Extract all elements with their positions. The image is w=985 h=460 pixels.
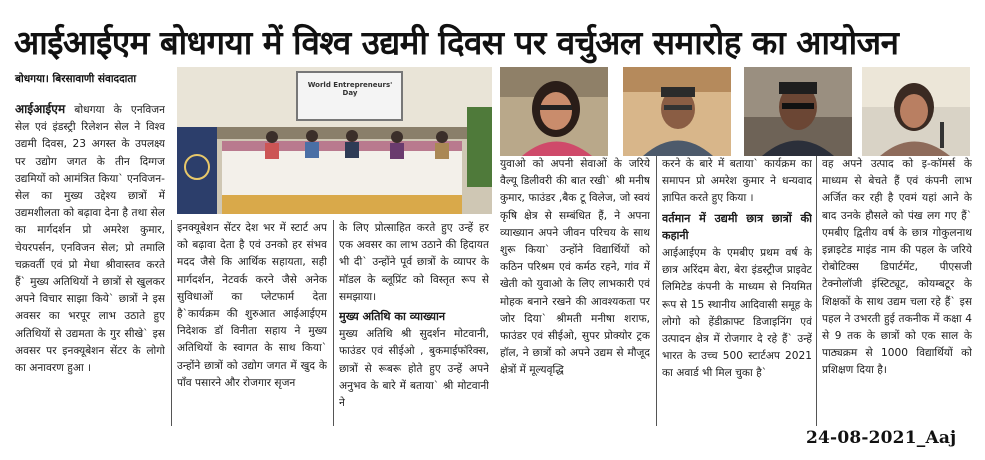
speaker-photo-4 — [862, 67, 970, 156]
column-5-text-2: आईआईएम के एमबीए प्रथम वर्ष के छात्र अरिंदम बेरा, बेरा इंडस्ट्रीज प्राइवेट लिमिटेड कंपनी के माध्यम से नियमित रूप से 15 स्थानीय आदिवासी समूह के लोगो को हेंडीक्राफ्ट डिजाइनिंग एवं उत्पादन क्षेत्र में रोजगार दे रहे हैं` उन्हें भारत के उच्च 500 स्टार्टअप 2021 का अवार्ड भी मिल चुका है` — [662, 247, 812, 380]
speaker-photo-2 — [623, 67, 731, 156]
column-divider — [656, 156, 657, 426]
headline: आईआईएम बोधगया में विश्व उद्यमी दिवस पर वर्चुअल समारोह का आयोजन — [14, 23, 899, 62]
lead-word: आईआईएम — [15, 102, 66, 116]
byline: बोधगया। बिरसावाणी संवाददाता — [15, 73, 137, 85]
column-1-text: बोधगया के एनविजन सेल एवं इंडस्ट्री रिलेशन सेल ने विश्व उद्यमी दिवस, 23 अगस्त के उपलक्ष्य पर उद्योग जगत के तीन दिग्गज उद्यमियों को आमंत्रित किया` एनविजन-सेल का मुख्य उद्देश्य छात्रों में उद्यमशीलता को बढ़ावा देना है तथा सेल का मार्गदर्शन प्रो अमरेश कुमार, चेयरपर्सन, एनविजन सेल; प्रो तमालि चक्रवर्ती एवं प्रो मेधा श्रीवास्तव करते हैं` मुख्य अतिथियों ने छात्रों से खुलकर अपने विचार साझा किये` छात्रों ने इस अवसर का भरपूर लाभ उठाते हुए अतिथियों से उद्यमता के गुर सीखे` इस अवसर पर इनक्यूबेशन सेंटर के लोगो का अनावरण हुआ । — [15, 104, 165, 375]
article-column-2 — [177, 220, 327, 426]
subheading-chief-guest: मुख्य अतिथि का व्याख्यान — [339, 310, 446, 324]
column-6-text: वह अपने उत्पाद को इ-कॉमर्स के माध्यम से बेचते हैं एवं कंपनी लाभ अर्जित कर रही है एवमं यहां आने के बाद उनके हौसले को पंख लग गए हैं` एमबीए द्वितीय वर्ष के छात्र गोकुलनाथ इन्नाइटेड माइंड नाम की पहल के जरिये रोबोटिक्स डिपार्टमेंट, पीएसजी टेक्नोलॉजी इंस्टिट्यूट, कोयम्बटूर के शिक्षकों के साथ उद्यम चला रहे हैं` इस पहल ने उभरती हुई तकनीक में कक्षा 4 से 9 तक के छात्रों को एक साल के पाठ्यक्रम से 1000 विद्यार्थियों को प्रशिक्षण दिया है। — [822, 158, 972, 377]
article-column-4 — [500, 156, 650, 426]
article-column-1 — [15, 101, 165, 426]
article-column-5 — [662, 156, 812, 426]
column-4-text: युवाओ को अपनी सेवाओं के जरिये वैल्यू डिलीवरी की बात रखी` श्री मनीष कुमार, फाउंडर ,बैक टू विलेज, जो स्वयं कृषि क्षेत्र से सम्बंधित हैं, ने अपना व्याख्यान अपने जीवन परिचय के साथ शुरू किया` उन्होंने विद्यार्थियों को कठिन परिश्रम एवं कर्मठ रहने, गांव में खेती को युवाओ के लिए लाभकारी एवं मोहक बनाने रखने की आवश्यकता पर जोर दिया` श्रीमती मनीषा शराफ, फाउंडर एवं सीईओ, सुपर प्रोक्योर ट्रक हॉल, ने छात्रों को अपने उद्यम से मौजूद क्षेत्रों में मूल्यवृद्धि — [500, 158, 650, 377]
column-divider — [816, 156, 817, 426]
screen-title: World Entrepreneurs' Day — [307, 81, 393, 97]
article-column-3 — [339, 220, 489, 426]
speaker-photo-1 — [500, 67, 608, 156]
column-5-text: करने के बारे में बताया` कार्यक्रम का समापन प्रो अमरेश कुमार ने धन्यवाद ज्ञापित करते हुए किया । — [662, 158, 812, 205]
subheading-student-stories: वर्तमान में उद्यमी छात्र छात्रों की कहानी — [662, 211, 812, 242]
dateline: 24-08-2021_Aaj — [806, 428, 957, 448]
column-divider — [171, 220, 172, 426]
column-3-text: के लिए प्रोत्साहित करते हुए उन्हें हर एक अवसर का लाभ उठाने की हिदायत भी दी` उन्होंने पूर्व छात्रों के व्यापर के मॉडल के ब्लूप्रिंट को विस्तृत रूप से समझाया। — [339, 222, 489, 303]
column-divider — [333, 220, 334, 426]
event-stage-photo — [177, 67, 492, 214]
article-column-6 — [822, 156, 972, 426]
column-3-text-2: मुख्य अतिथि श्री सुदर्शन मोटवानी, फाउंडर एवं सीईओ , बुकमाईफॉरेक्स, छात्रों से रूबरू होते हुए उन्हें अपने अनुभव के बारे में बताया` श्री मोटवानी ने — [339, 328, 489, 410]
column-2-text: इनक्यूबेशन सेंटर देश भर में स्टार्ट अप को बढ़ावा देता है एवं उनको हर संभव मदद जैसे कि आर्थिक सहायता, सही मार्गदर्शन, नेटवर्क करने जैसे अनेक सुविधाओं का प्लेटफार्म देता है`कार्यक्रम की शुरुआत आईआईएम निदेशक डॉ विनीता सहाय ने मुख्य अतिथियों के स्वागत के साथ किया` उन्होंने छात्रों को उद्योग जगत में खुद के पाँव पसारने और रोजगार सृजन — [177, 222, 327, 389]
speaker-photo-3 — [744, 67, 852, 156]
